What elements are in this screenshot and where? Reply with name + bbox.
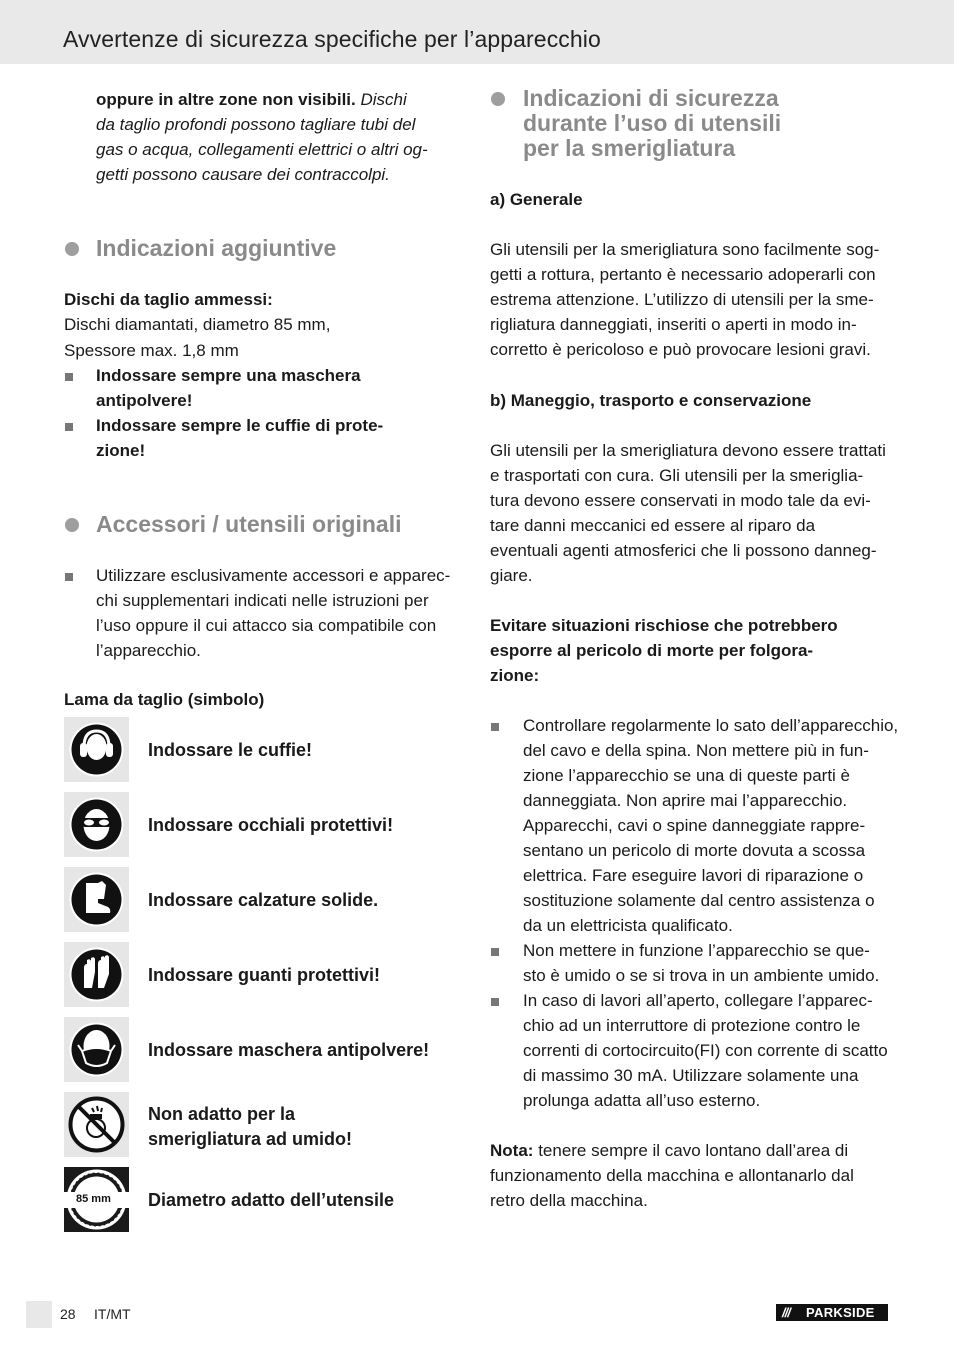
bullet-ear-line-1: Indossare sempre le cuffie di prote- (96, 416, 384, 435)
paragraph-b-line: e trasportati con cura. Gli utensili per la smeriglia- (490, 466, 864, 485)
safety-boots-icon (64, 867, 129, 932)
bullet-ear-line-2: zione! (96, 441, 146, 460)
bullet-check-device-line: Apparecchi, cavi o spine danneggiate rappre- (523, 816, 866, 835)
symbol-label-line-2: smerigliatura ad umido! (148, 1129, 353, 1149)
discs-line-1: Dischi diamantati, diametro 85 mm, (64, 315, 331, 334)
intro-line-3: gas o acqua, collegamenti elettrici o altri og- (96, 140, 428, 159)
disc-diameter-badge: 85 mm (76, 1193, 111, 1205)
note-line-3: retro della macchina. (490, 1191, 648, 1210)
bullet-check-device-line: da un elettricista qualificato. (523, 916, 733, 935)
bullet-check-device-line: del cavo e della spina. Non mettere più in fun- (523, 741, 869, 760)
square-bullet (491, 998, 499, 1006)
bullet-check-device-line: elettrica. Fare eseguire lavori di riparazione o (523, 866, 864, 885)
bullet-outdoor-line: correnti di cortocircuito(FI) con corrente di scatto (523, 1041, 888, 1060)
paragraph-a-line: Gli utensili per la smerigliatura sono facilmente sog- (490, 240, 880, 259)
symbol-label: Indossare guanti protettivi! (148, 965, 381, 985)
protective-gloves-icon (64, 942, 129, 1007)
symbol-label: Indossare calzature solide. (148, 890, 379, 910)
ear-protection-icon (64, 717, 129, 782)
note-label: Nota: (490, 1141, 534, 1160)
parkside-logo (776, 1304, 888, 1321)
symbol-label-line-1: Non adatto per la (148, 1104, 296, 1124)
bullet-check-device-line: sentano un pericolo di morte dovuta a scossa (523, 841, 866, 860)
bullet-humidity-line: sto è umido o se si trova in un ambiente umido. (523, 966, 880, 985)
symbol-label: Indossare occhiali protettivi! (148, 815, 394, 835)
note-text: tenere sempre il cavo lontano dall’area di (538, 1141, 849, 1160)
section-title-indicazioni: Indicazioni aggiuntive (96, 235, 337, 261)
section-bullet (65, 518, 79, 532)
section-title-accessori: Accessori / utensili originali (96, 511, 402, 537)
discs-line-2: Spessore max. 1,8 mm (64, 341, 239, 360)
symbol-label: Indossare le cuffie! (148, 740, 313, 760)
subheading-a: a) Generale (490, 190, 583, 209)
bullet-check-device-line: danneggiata. Non aprire mai l’apparecchio. (523, 791, 848, 810)
square-bullet (491, 723, 499, 731)
accessori-line-3: l’uso oppure il cui attacco sia compatibile con (96, 616, 437, 635)
disc-diameter-icon (64, 1167, 129, 1232)
accessori-line-1: Utilizzare esclusivamente accessori e apparec- (96, 566, 451, 585)
safety-goggles-icon (64, 792, 129, 857)
logo-text: PARKSIDE (806, 1305, 875, 1320)
bullet-outdoor-line: In caso di lavori all’aperto, collegare l’apparec- (523, 991, 873, 1010)
square-bullet (65, 573, 73, 581)
paragraph-b-line: giare. (490, 566, 533, 585)
warning-line: esporre al pericolo di morte per folgora- (490, 641, 814, 660)
footer-page-box (26, 1301, 52, 1328)
bullet-mask-line-1: Indossare sempre una maschera (96, 366, 361, 385)
bullet-outdoor-line: di massimo 30 mA. Utilizzare solamente una (523, 1066, 859, 1085)
intro-line-2: da taglio profondi possono tagliare tubi del (96, 115, 416, 134)
paragraph-b-line: tura devono essere conservati in modo tale da evi- (490, 491, 871, 510)
page-title: Avvertenze di sicurezza specifiche per l’apparecchio (63, 26, 601, 52)
language-code: IT/MT (94, 1306, 131, 1322)
page-number: 28 (60, 1306, 76, 1322)
section-bullet (491, 92, 505, 106)
warning-line: zione: (490, 666, 540, 685)
bullet-humidity-line: Non mettere in funzione l’apparecchio se que- (523, 941, 870, 960)
bullet-outdoor-line: chio ad un interruttore di protezione contro le (523, 1016, 861, 1035)
note-line-2: funzionamento della macchina e allontanarlo dal (490, 1166, 854, 1185)
intro-line-4: getti possono causare dei contraccolpi. (96, 165, 390, 184)
section-bullet (65, 242, 79, 256)
section-title-line-1: Indicazioni di sicurezza (523, 85, 779, 111)
paragraph-a-line: corretto è pericoloso e può provocare lesioni gravi. (490, 340, 871, 359)
section-title-line-2: durante l’uso di utensili (523, 110, 782, 136)
bullet-check-device-line: Controllare regolarmente lo sato dell’apparecchio, (523, 716, 899, 735)
square-bullet (65, 373, 73, 381)
logo-stripes: /// (782, 1305, 790, 1320)
bullet-outdoor-line: prolunga adatta all’uso esterno. (523, 1091, 761, 1110)
paragraph-a-line: rigliatura danneggiati, inseriti o aperti in modo in- (490, 315, 857, 334)
accessori-line-4: l’apparecchio. (96, 641, 201, 660)
symbol-label: Diametro adatto dell’utensile (148, 1190, 395, 1210)
paragraph-a-line: getti a rottura, pertanto è necessario adoperarli con (490, 265, 876, 284)
square-bullet (65, 423, 73, 431)
bullet-mask-line-2: antipolvere! (96, 391, 193, 410)
dust-mask-icon (64, 1017, 129, 1082)
subheading-b: b) Maneggio, trasporto e conservazione (490, 391, 812, 410)
bullet-check-device-line: zione l’apparecchio se una di queste parti è (523, 766, 850, 785)
warning-line: Evitare situazioni rischiose che potrebbero (490, 616, 838, 635)
bullet-check-device-line: sostituzione solamente dal centro assistenza o (523, 891, 875, 910)
paragraph-b-line: tare danni meccanici ed essere al riparo da (490, 516, 816, 535)
square-bullet (491, 948, 499, 956)
discs-label: Dischi da taglio ammessi: (64, 290, 273, 309)
section-title-line-3: per la smerigliatura (523, 135, 736, 161)
intro-bold: oppure in altre zone non visibili. (96, 90, 356, 109)
paragraph-b-line: Gli utensili per la smerigliatura devono essere trattati (490, 441, 886, 460)
paragraph-b-line: eventuali agenti atmosferici che li possono danneg- (490, 541, 877, 560)
note-line-1 (490, 1138, 848, 1163)
accessori-line-2: chi supplementari indicati nelle istruzioni per (96, 591, 429, 610)
intro-line-1 (96, 87, 407, 112)
no-wet-grinding-icon (64, 1092, 129, 1157)
symbol-heading: Lama da taglio (simbolo) (64, 690, 265, 709)
intro-italic: Dischi (360, 90, 407, 109)
paragraph-a-line: estrema attenzione. L’utilizzo di utensili per la sme- (490, 290, 874, 309)
symbol-label: Indossare maschera antipolvere! (148, 1040, 430, 1060)
